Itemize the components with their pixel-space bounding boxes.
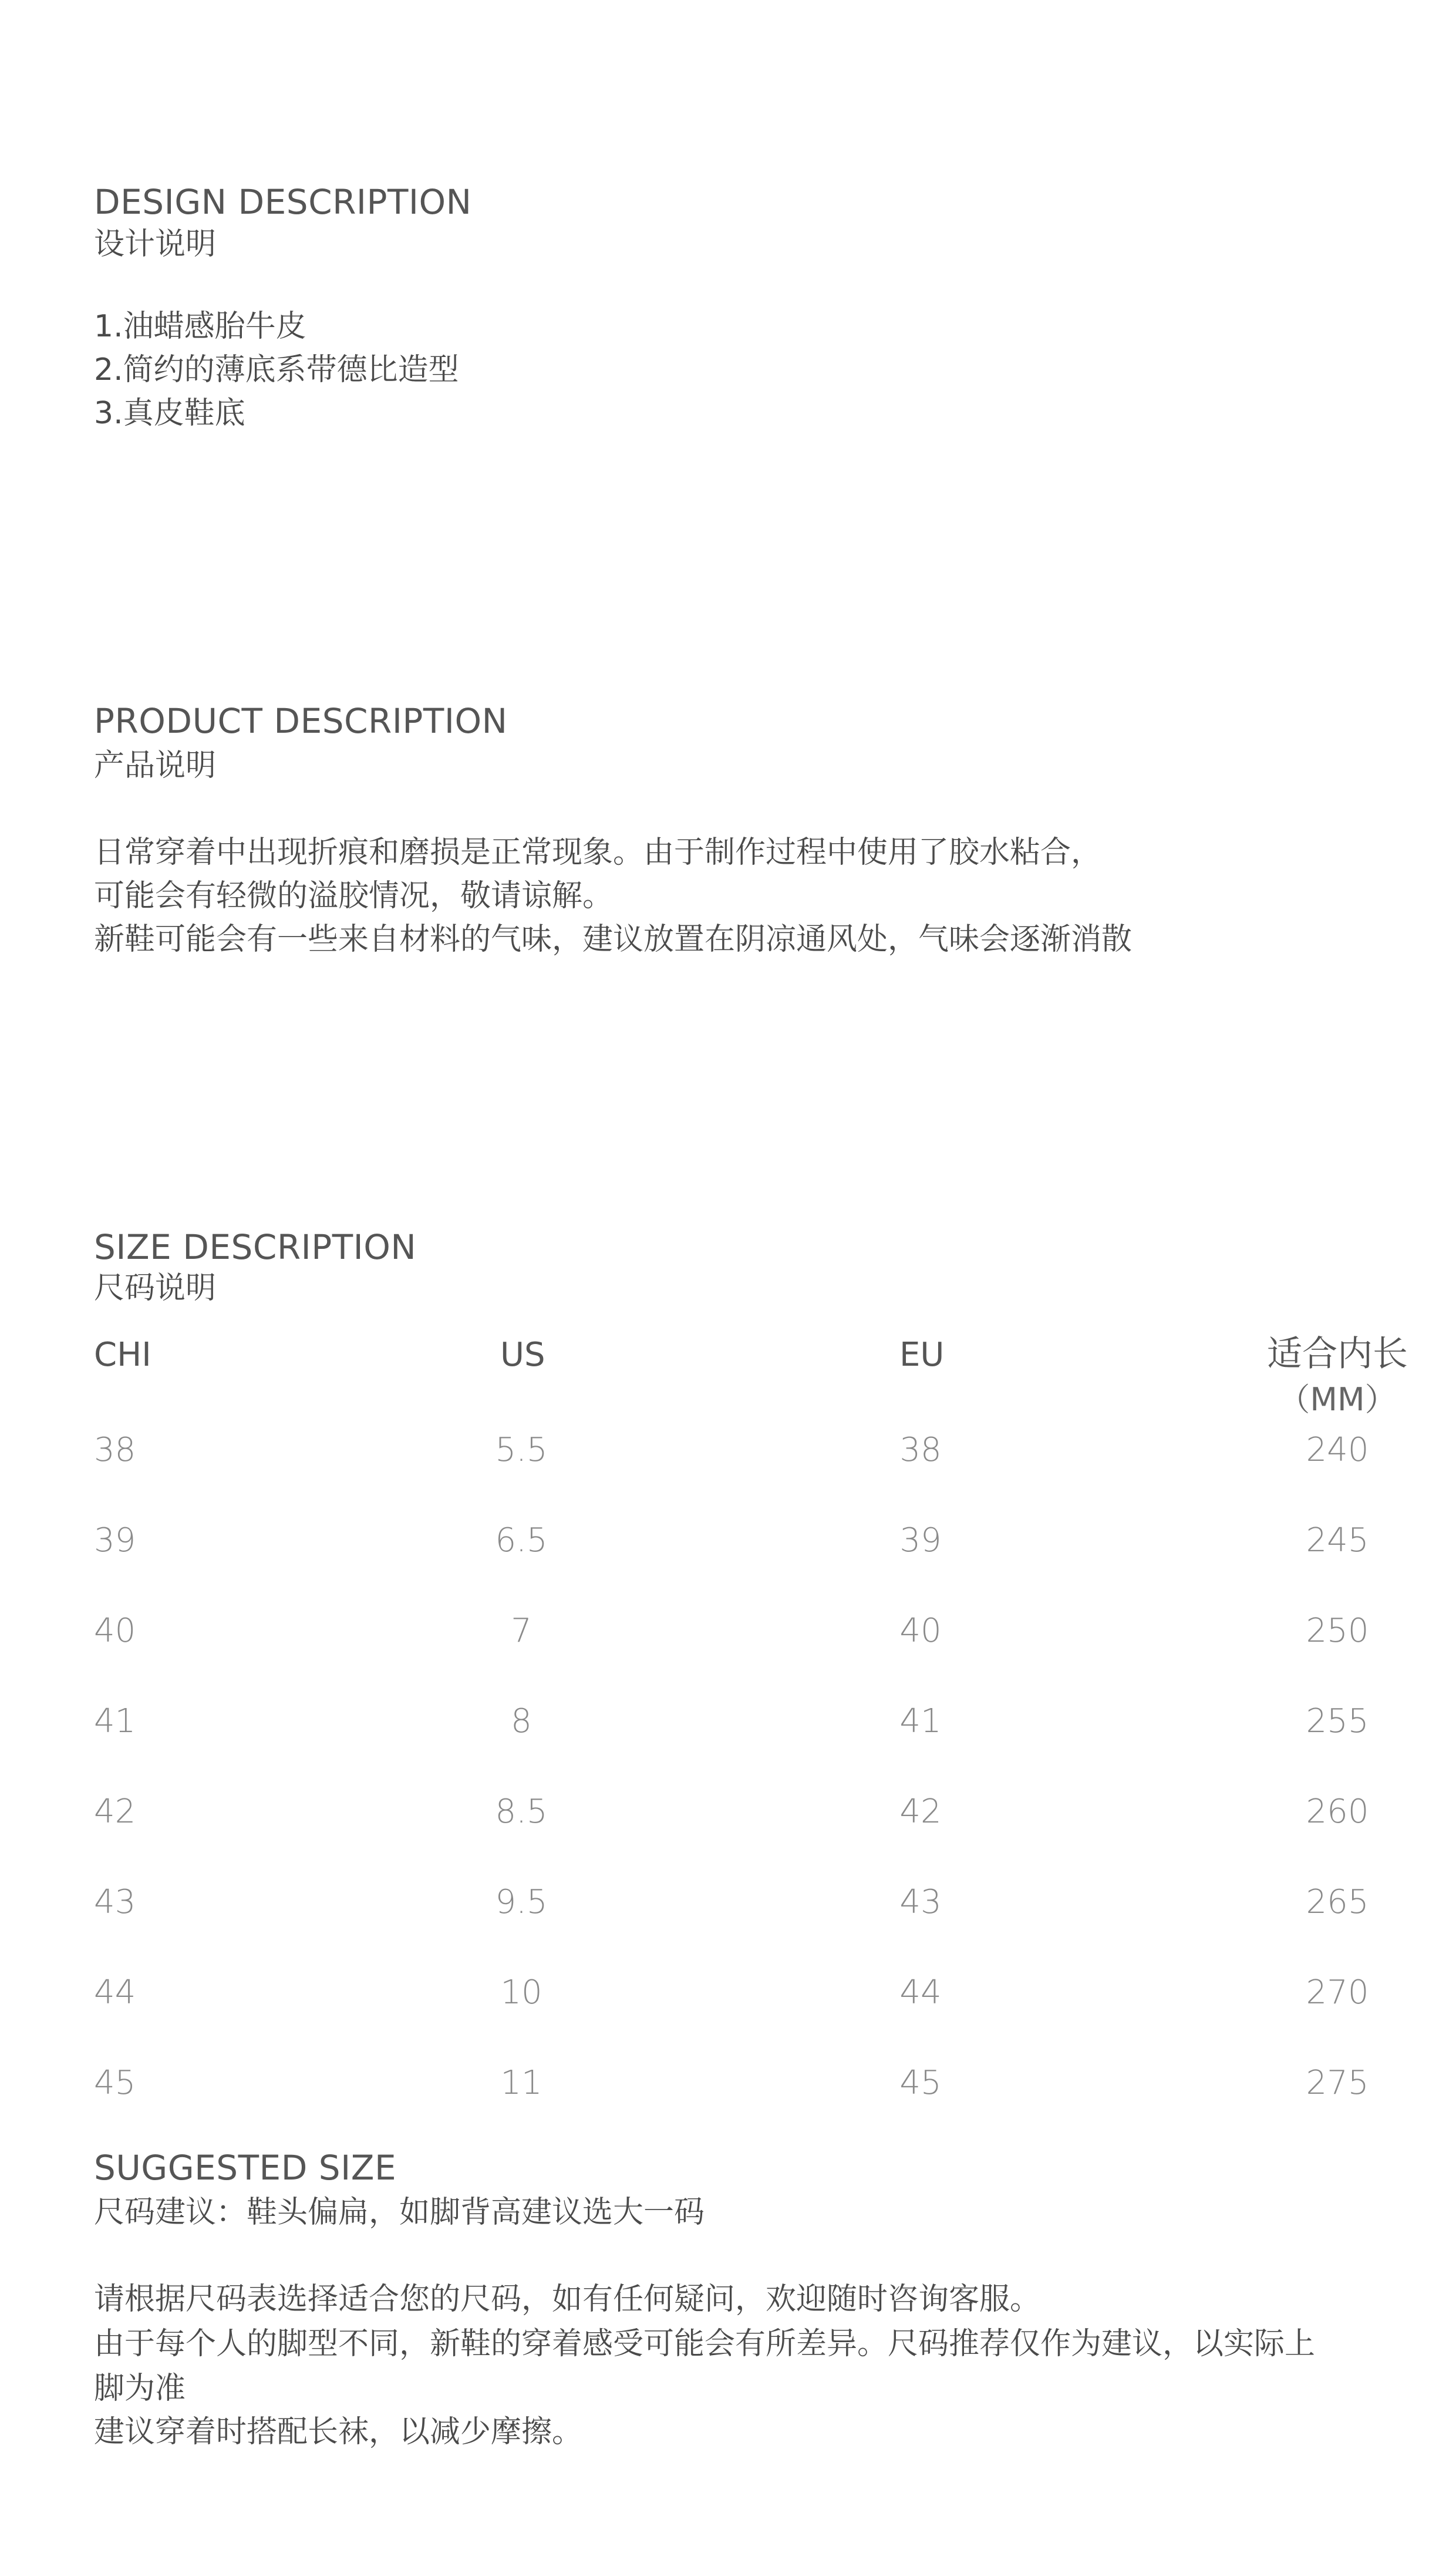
col-header-mm: 适合内长: [1267, 1333, 1408, 1375]
cell-chi: 45: [94, 2064, 136, 2102]
cell-mm: 270: [1306, 1973, 1369, 2012]
col-header-chi: CHI: [94, 1336, 151, 1374]
cell-mm: 275: [1306, 2064, 1369, 2102]
suggested-line: 请根据尺码表选择适合您的尺码，如有任何疑问，欢迎随时咨询客服。: [94, 2282, 1041, 2317]
col-header-eu: EU: [899, 1336, 945, 1374]
design-item: 1.油蜡感胎牛皮: [94, 309, 306, 344]
cell-mm: 245: [1306, 1521, 1369, 1559]
cell-chi: 39: [94, 1521, 136, 1559]
cell-eu: 44: [899, 1973, 942, 2012]
col-header-mm-unit: （MM）: [1278, 1381, 1397, 1418]
cell-chi: 40: [94, 1612, 136, 1650]
cell-chi: 44: [94, 1973, 136, 2012]
size-title-cn: 尺码说明: [94, 1271, 217, 1306]
cell-chi: 41: [94, 1702, 136, 1740]
cell-us: 10: [500, 1973, 542, 2012]
cell-mm: 240: [1306, 1431, 1369, 1469]
cell-chi: 38: [94, 1431, 136, 1469]
size-title-en: SIZE DESCRIPTION: [94, 1227, 417, 1267]
cell-us: 8: [511, 1702, 532, 1740]
product-title-en: PRODUCT DESCRIPTION: [94, 701, 508, 741]
design-title-en: DESIGN DESCRIPTION: [94, 182, 472, 222]
cell-mm: 250: [1306, 1612, 1369, 1650]
cell-eu: 43: [899, 1883, 942, 1921]
suggested-line: 脚为准: [94, 2371, 186, 2406]
cell-eu: 38: [899, 1431, 942, 1469]
cell-us: 5.5: [495, 1431, 548, 1469]
cell-mm: 255: [1306, 1702, 1369, 1740]
design-title-cn: 设计说明: [94, 227, 217, 262]
cell-eu: 42: [899, 1793, 942, 1831]
col-header-us: US: [500, 1336, 545, 1374]
cell-eu: 45: [899, 2064, 942, 2102]
cell-us: 7: [511, 1612, 532, 1650]
cell-mm: 260: [1306, 1793, 1369, 1831]
cell-us: 8.5: [495, 1793, 548, 1831]
cell-eu: 40: [899, 1612, 942, 1650]
cell-us: 9.5: [495, 1883, 548, 1921]
product-line: 新鞋可能会有一些来自材料的气味，建议放置在阴凉通风处，气味会逐渐消散: [94, 922, 1133, 957]
cell-us: 6.5: [495, 1521, 548, 1559]
cell-chi: 43: [94, 1883, 136, 1921]
cell-chi: 42: [94, 1793, 136, 1831]
design-item: 3.真皮鞋底: [94, 396, 245, 431]
cell-us: 11: [500, 2064, 542, 2102]
cell-eu: 41: [899, 1702, 942, 1740]
suggested-line: 由于每个人的脚型不同，新鞋的穿着感受可能会有所差异。尺码推荐仅作为建议，以实际上: [94, 2326, 1316, 2362]
suggested-title-en: SUGGESTED SIZE: [94, 2148, 397, 2188]
product-line: 可能会有轻微的溢胶情况，敬请谅解。: [94, 878, 614, 914]
design-item: 2.简约的薄底系带德比造型: [94, 352, 459, 388]
product-line: 日常穿着中出现折痕和磨损是正常现象。由于制作过程中使用了胶水粘合，: [94, 835, 1102, 870]
cell-mm: 265: [1306, 1883, 1369, 1921]
suggested-note: 尺码建议：鞋头偏扁，如脚背高建议选大一码: [94, 2195, 705, 2230]
suggested-line: 建议穿着时搭配长袜，以减少摩擦。: [94, 2414, 583, 2450]
product-title-cn: 产品说明: [94, 748, 217, 783]
cell-eu: 39: [899, 1521, 942, 1559]
